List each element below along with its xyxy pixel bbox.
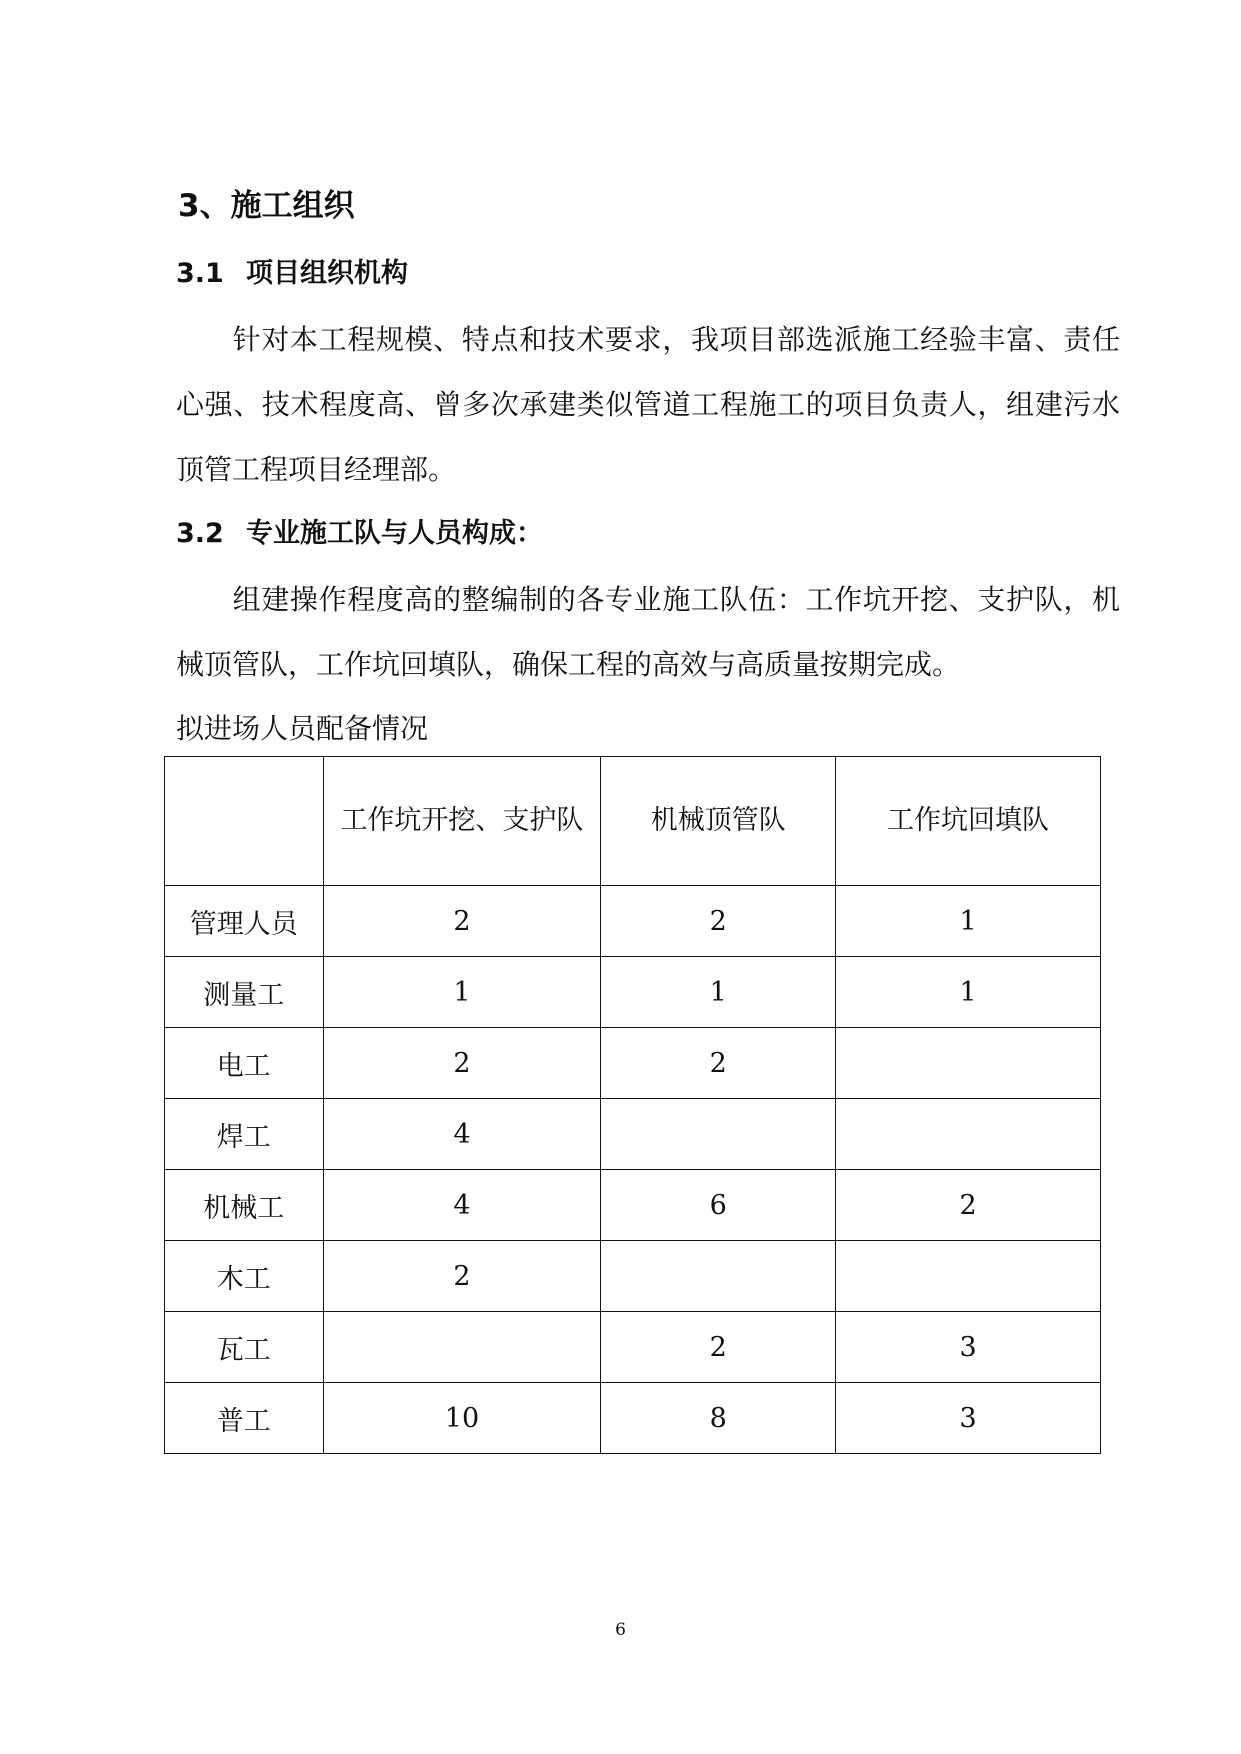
section-title: 专业施工队与人员构成： (246, 518, 543, 549)
table-cell: 1 (601, 957, 836, 1028)
table-cell (836, 1099, 1101, 1170)
section-3-1-paragraph (176, 307, 1120, 502)
table-cell: 1 (836, 886, 1101, 957)
row-label: 管理人员 (165, 886, 324, 957)
row-label: 普工 (165, 1383, 324, 1454)
table-cell: 2 (323, 1028, 601, 1099)
table-row (165, 1170, 1101, 1241)
table-cell: 1 (323, 957, 601, 1028)
table-cell: 2 (323, 1241, 601, 1312)
section-number: 3.2 (176, 518, 224, 549)
table-row (165, 886, 1101, 957)
table-cell: 10 (323, 1383, 601, 1454)
table-row (165, 1028, 1101, 1099)
table-cell (601, 1099, 836, 1170)
table-caption: 拟进场人员配备情况 (176, 712, 429, 745)
table-cell: 2 (323, 886, 601, 957)
section-heading-3-2 (176, 516, 543, 552)
table-cell (836, 1028, 1101, 1099)
staffing-table (164, 756, 1101, 1454)
section-heading-3-1 (176, 256, 408, 292)
table-row (165, 1241, 1101, 1312)
table-cell: 6 (601, 1170, 836, 1241)
table-cell: 3 (836, 1383, 1101, 1454)
table-cell: 1 (836, 957, 1101, 1028)
paragraph-text: 针对本工程规模、特点和技术要求，我项目部选派施工经验丰富、责任心强、技术程度高、曾多次承建类似管道工程施工的项目负责人，组建污水顶管工程项目经理部。 (176, 323, 1120, 486)
table-cell: 2 (601, 1028, 836, 1099)
table-header-row (165, 757, 1101, 886)
table-row (165, 1312, 1101, 1383)
row-label: 木工 (165, 1241, 324, 1312)
row-label: 机械工 (165, 1170, 324, 1241)
column-header-backfill-team: 工作坑回填队 (836, 757, 1101, 886)
table-row (165, 1099, 1101, 1170)
row-label: 焊工 (165, 1099, 324, 1170)
row-label: 瓦工 (165, 1312, 324, 1383)
table-row (165, 957, 1101, 1028)
table-cell (601, 1241, 836, 1312)
table-cell: 2 (601, 1312, 836, 1383)
row-label: 电工 (165, 1028, 324, 1099)
page-number: 6 (615, 1620, 626, 1640)
table-cell: 3 (836, 1312, 1101, 1383)
table-row (165, 1383, 1101, 1454)
row-label: 测量工 (165, 957, 324, 1028)
column-header-pipe-jacking-team: 机械顶管队 (601, 757, 836, 886)
section-3-2-paragraph (176, 567, 1120, 697)
chapter-heading: 3、施工组织 (178, 188, 355, 224)
section-title: 项目组织机构 (246, 258, 408, 289)
table-cell: 2 (601, 886, 836, 957)
table-cell: 2 (836, 1170, 1101, 1241)
column-header-excavation-team: 工作坑开挖、支护队 (323, 757, 601, 886)
section-number: 3.1 (176, 258, 224, 289)
table-cell (323, 1312, 601, 1383)
table-header-corner (165, 757, 324, 886)
table-cell (836, 1241, 1101, 1312)
table-cell: 4 (323, 1170, 601, 1241)
paragraph-text: 组建操作程度高的整编制的各专业施工队伍：工作坑开挖、支护队，机械顶管队，工作坑回填队，确保工程的高效与高质量按期完成。 (176, 583, 1120, 681)
table-cell: 4 (323, 1099, 601, 1170)
table-cell: 8 (601, 1383, 836, 1454)
